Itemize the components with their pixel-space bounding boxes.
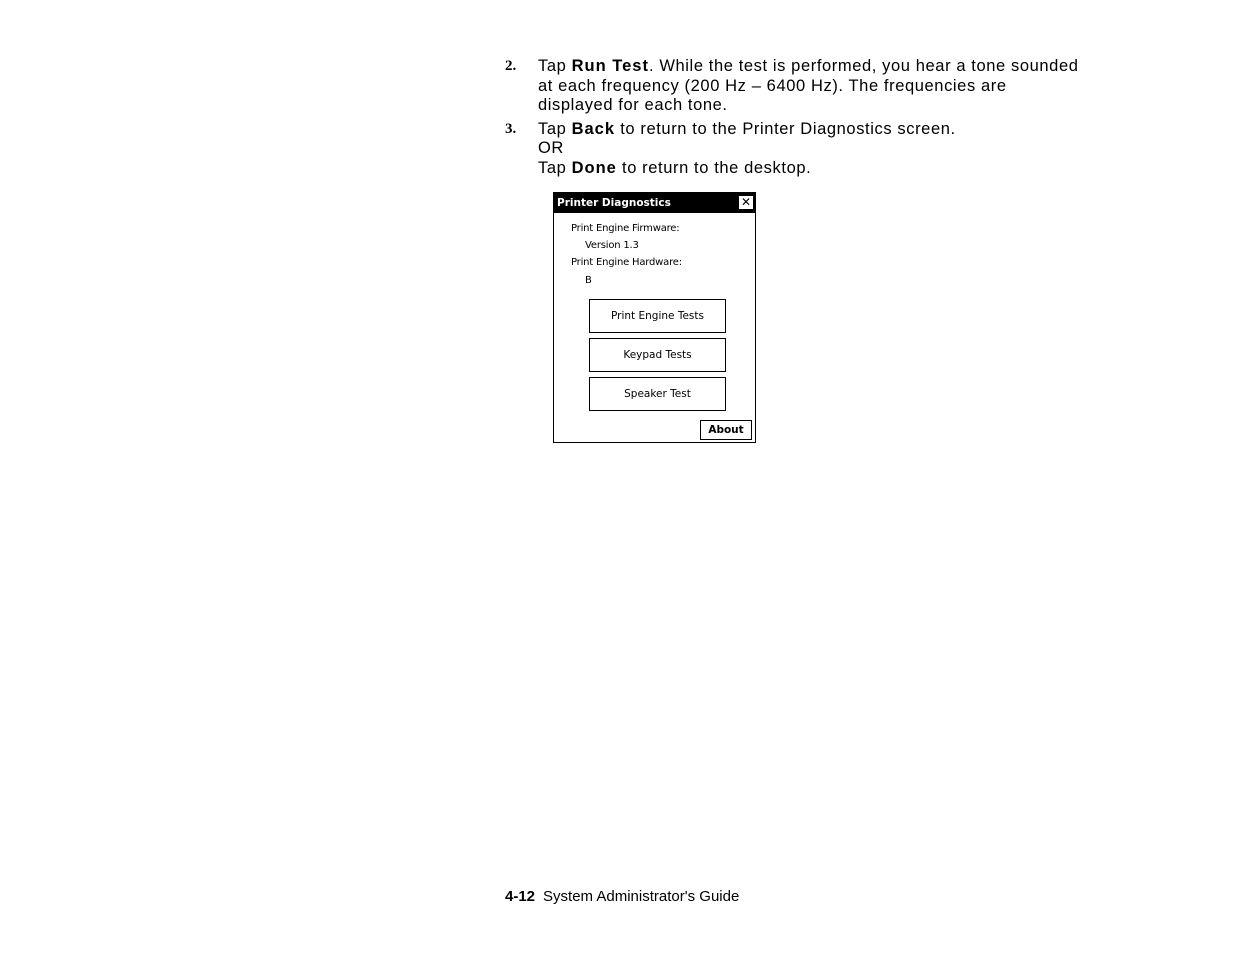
- done-term: Done: [571, 158, 617, 177]
- hardware-value: B: [585, 275, 592, 286]
- keypad-tests-button[interactable]: Keypad Tests: [589, 338, 726, 372]
- print-engine-tests-button[interactable]: Print Engine Tests: [589, 299, 726, 333]
- step-number: 3.: [505, 120, 517, 137]
- step-line: at each frequency (200 Hz – 6400 Hz). The frequencies are: [538, 76, 1007, 95]
- step-line: [538, 159, 1195, 179]
- printer-diagnostics-dialog: [553, 192, 756, 443]
- firmware-label: Print Engine Firmware:: [571, 223, 680, 234]
- step-number: 2.: [505, 58, 517, 74]
- step-line: displayed for each tone.: [538, 96, 728, 114]
- step-text: [538, 120, 1195, 179]
- step-rest: to return to the desktop.: [616, 158, 812, 177]
- firmware-value: Version 1.3: [585, 240, 639, 251]
- page-footer: [505, 888, 739, 905]
- close-icon[interactable]: ✕: [738, 195, 754, 210]
- run-test-term: Run Test: [571, 57, 649, 75]
- step-lead: Tap: [538, 119, 572, 138]
- dialog-title: Printer Diagnostics: [557, 197, 671, 209]
- step-line-or: OR: [538, 139, 564, 157]
- step-rest: to return to the Printer Diagnostics screen.: [615, 119, 956, 138]
- step-lead: Tap: [538, 57, 572, 75]
- about-button[interactable]: About: [700, 420, 752, 440]
- guide-title: System Administrator's Guide: [543, 888, 740, 905]
- step-text: [538, 57, 1195, 116]
- step-line: [538, 120, 1195, 140]
- instruction-steps: [505, 57, 1195, 182]
- back-term: Back: [571, 119, 616, 138]
- step-3: [505, 120, 1195, 179]
- step-rest: . While the test is performed, you hear a tone sounded: [648, 57, 1079, 75]
- step-line: [538, 57, 1195, 77]
- hardware-label: Print Engine Hardware:: [571, 257, 682, 268]
- speaker-test-button[interactable]: Speaker Test: [589, 377, 726, 411]
- step-2: [505, 57, 1195, 116]
- dialog-title-bar: [554, 193, 755, 213]
- page-number: 4-12: [505, 888, 536, 905]
- step-lead: Tap: [538, 158, 572, 177]
